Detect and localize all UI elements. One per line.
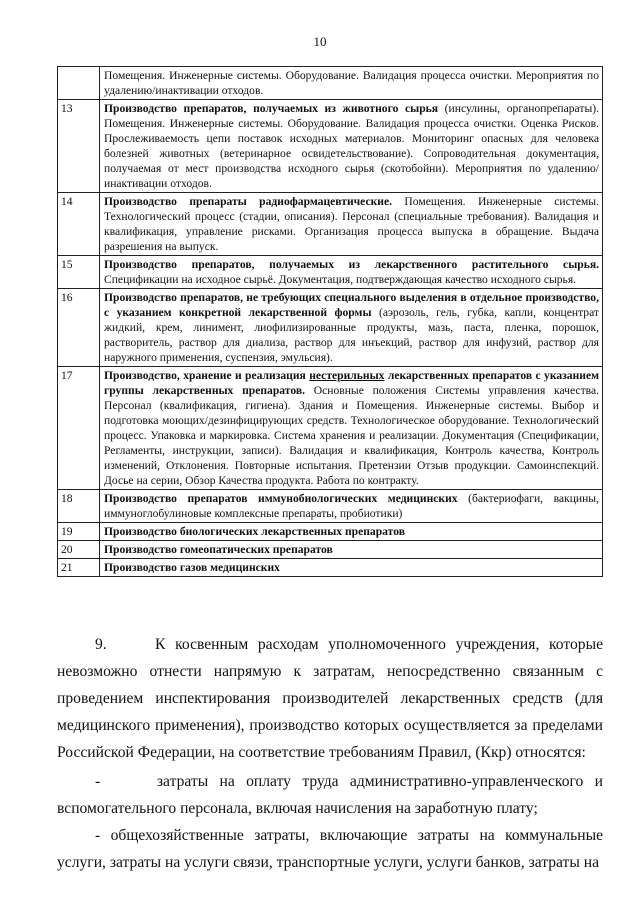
table-row bbox=[58, 541, 603, 559]
row-description: (аэрозоль, гель, губка, капли, концентрат жидкий, крем, линимент, лиофилизированные продукты, мазь, паста, пленка, порошок, растворитель, раствор для диализа, раствор для инъекций, раствор для инфузий, раствор для наружного применения, суспензия, эмульсия). bbox=[104, 306, 599, 364]
row-title: Производство гомеопатических препаратов bbox=[104, 543, 333, 556]
row-title: Производство, хранение и реализация bbox=[104, 369, 310, 382]
row-number bbox=[58, 67, 100, 100]
table-row bbox=[58, 490, 603, 523]
row-content bbox=[100, 523, 603, 541]
inspection-types-table bbox=[57, 66, 603, 577]
row-content bbox=[100, 289, 603, 367]
row-title-underlined: нестерильных bbox=[309, 369, 385, 382]
row-title-continued: лекарственных препаратов с указанием группы лекарственных препаратов. bbox=[104, 369, 599, 397]
row-title: Производство препараты радиофармацевтические. bbox=[104, 195, 393, 208]
row-content bbox=[100, 193, 603, 256]
row-number: 18 bbox=[58, 490, 100, 523]
table-row bbox=[58, 100, 603, 193]
row-number: 13 bbox=[58, 100, 100, 193]
row-title: Производство препаратов, получаемых из животного сырья bbox=[104, 102, 439, 115]
row-number: 21 bbox=[58, 559, 100, 577]
row-title: Производство препаратов иммунобиологических медицинских bbox=[104, 492, 458, 505]
table-row bbox=[58, 193, 603, 256]
row-title: Производство газов медицинских bbox=[104, 561, 280, 574]
row-number: 15 bbox=[58, 256, 100, 289]
row-number: 20 bbox=[58, 541, 100, 559]
paragraph-9: 9. К косвенным расходам уполномоченного учреждения, которые невозможно отнести напрямую к затратам, непосредственно связанным с проведением инспектирования производителей лекарственных средств (для медицинского применения), производство которых осуществляется за пределами Российской Федерации, на соответствие требованиям Правил, (Ккр) относятся: bbox=[57, 636, 603, 761]
row-number: 17 bbox=[58, 367, 100, 490]
row-content bbox=[100, 367, 603, 490]
row-content bbox=[100, 256, 603, 289]
page-number: 10 bbox=[313, 34, 327, 49]
row-description: (бактериофаги, вакцины, иммуноглобулиновые комплексные препараты, пробиотики) bbox=[104, 492, 599, 520]
table-row bbox=[58, 289, 603, 367]
row-description: Помещения. Инженерные системы. Технологический процесс (стадии, описания). Персонал (специальные требования). Валидация и квалификация, управление рисками. Организация процесса выпуска в обращение. Выдача разрешения на выпуск. bbox=[104, 195, 599, 253]
row-title: Производство препаратов, не требующих специального выделения в отдельное производство, с указанием конкретной лекарственной формы bbox=[104, 291, 599, 319]
bullet-item: - затраты на оплату труда административно-управленческого и вспомогательного персонала, включая начисления на заработную плату; bbox=[57, 773, 603, 817]
row-description: (инсулины, органопрепараты). Помещения. Инженерные системы. Оборудование. Валидация процесса очистки. Оценка Рисков. Прослеживаемость цепи поставок исходных материалов. Мониторинг опасных для человека болезней животных (ветеринарное освидетельствование). Сопроводительная документация, получаемая от мест производства исходного сырья (скотобойни). Мероприятия по удалению/инактивации отходов. bbox=[104, 102, 599, 190]
bullet-item: - общехозяйственные затраты, включающие затраты на коммунальные услуги, затраты на услуги связи, транспортные услуги, услуги банков, затраты на bbox=[57, 827, 603, 871]
row-number: 14 bbox=[58, 193, 100, 256]
row-description: Спецификации на исходное сырьё. Документация, подтверждающая качество исходного сырья. bbox=[104, 273, 577, 286]
row-number: 16 bbox=[58, 289, 100, 367]
row-title: Производство препаратов, получаемых из лекарственного растительного сырья. bbox=[104, 258, 599, 271]
row-content bbox=[100, 67, 603, 100]
row-title: Производство биологических лекарственных препаратов bbox=[104, 525, 405, 538]
row-content bbox=[100, 100, 603, 193]
row-content bbox=[100, 559, 603, 577]
table-row bbox=[58, 67, 603, 100]
row-description: Помещения. Инженерные системы. Оборудование. Валидация процесса очистки. Мероприятия по удалению/инактивации отходов. bbox=[104, 69, 599, 97]
table-row bbox=[58, 559, 603, 577]
row-content bbox=[100, 541, 603, 559]
row-content bbox=[100, 490, 603, 523]
table-row bbox=[58, 367, 603, 490]
table-row bbox=[58, 523, 603, 541]
table-row bbox=[58, 256, 603, 289]
row-description: Основные положения Системы управления качества. Персонал (квалификация, гигиена). Здания и Помещения. Инженерные системы. Выбор и подготовка моющих/дезинфицирующих средств. Технологическое оборудование. Технологический процесс. Упаковка и маркировка. Система хранения и реализации. Документация (Спецификации, Регламенты, инструкции, записи). Валидация и квалификация, Контроль качества, Контроль изменений, Отклонения. Повторные испытания. Претензии Отзыв продукции. Самоинспекций. Досье на серии, Обзор Качества продукта. Работа по контракту. bbox=[104, 384, 600, 487]
row-number: 19 bbox=[58, 523, 100, 541]
